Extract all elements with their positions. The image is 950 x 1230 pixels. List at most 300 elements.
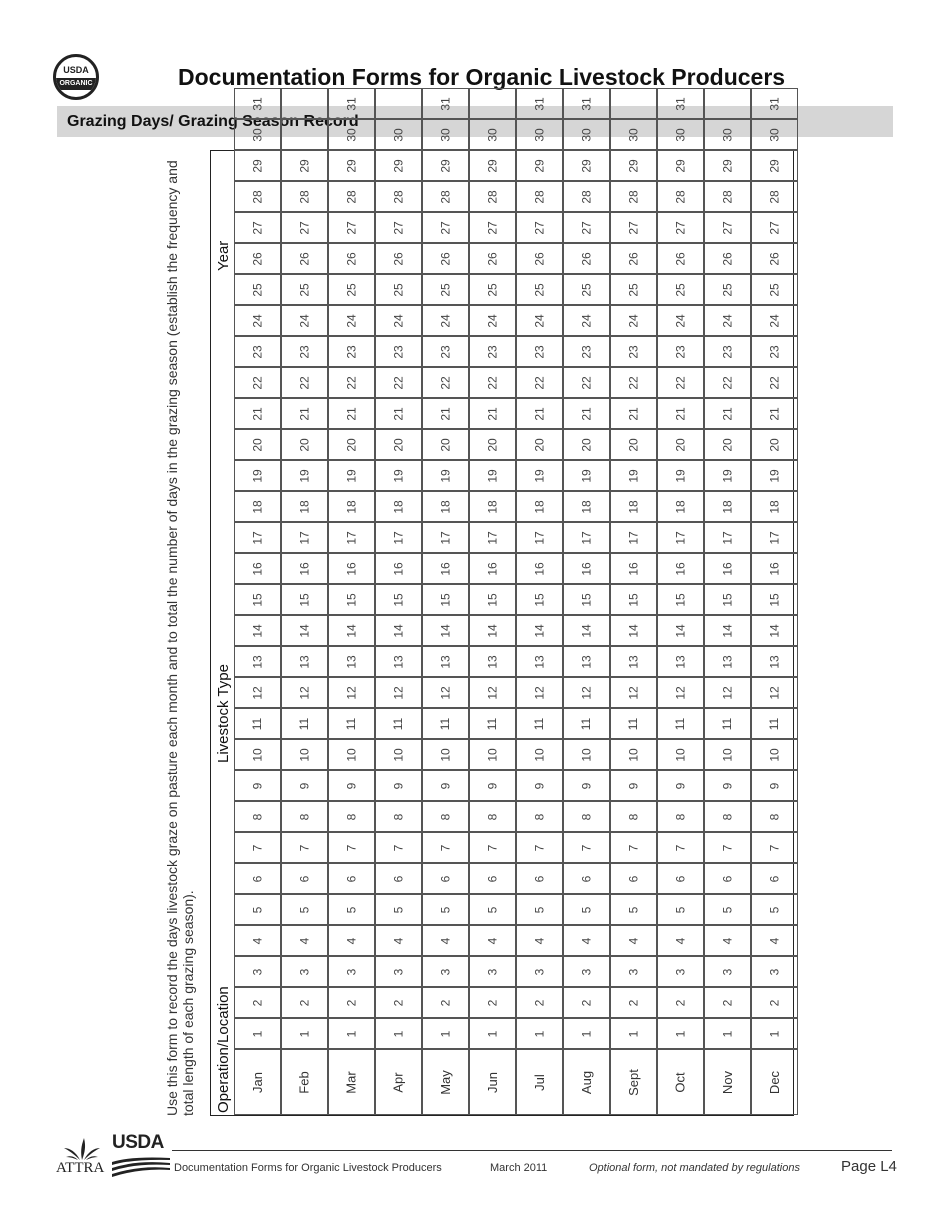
day-cell[interactable] [657,212,704,243]
day-cell[interactable] [563,522,610,553]
day-cell[interactable] [234,584,281,615]
day-cell[interactable] [563,181,610,212]
day-cell[interactable] [234,336,281,367]
day-cell[interactable] [234,119,281,150]
day-cell[interactable] [751,584,798,615]
day-cell[interactable] [516,863,563,894]
day-cell[interactable] [516,956,563,987]
day-cell[interactable] [704,708,751,739]
day-cell[interactable] [469,708,516,739]
day-cell[interactable] [422,584,469,615]
day-cell[interactable] [234,522,281,553]
day-cell[interactable] [375,801,422,832]
day-cell[interactable] [422,708,469,739]
day-cell[interactable] [469,646,516,677]
day-cell[interactable] [563,832,610,863]
day-cell[interactable] [281,181,328,212]
day-cell[interactable] [469,863,516,894]
day-cell[interactable] [751,429,798,460]
day-cell[interactable] [281,894,328,925]
day-cell[interactable] [563,460,610,491]
day-cell[interactable] [234,770,281,801]
day-cell[interactable] [469,677,516,708]
day-cell[interactable] [328,367,375,398]
day-cell[interactable] [469,925,516,956]
day-cell[interactable] [328,987,375,1018]
day-cell[interactable] [375,150,422,181]
day-cell[interactable] [375,305,422,336]
day-cell[interactable] [610,801,657,832]
day-cell[interactable] [328,88,375,119]
day-cell[interactable] [751,305,798,336]
day-cell[interactable] [563,398,610,429]
day-cell[interactable] [610,212,657,243]
day-cell[interactable] [375,987,422,1018]
day-cell[interactable] [328,119,375,150]
day-cell[interactable] [751,522,798,553]
day-cell[interactable] [610,770,657,801]
day-cell[interactable] [422,274,469,305]
day-cell[interactable] [751,274,798,305]
day-cell[interactable] [234,305,281,336]
day-cell[interactable] [516,770,563,801]
day-cell[interactable] [375,553,422,584]
day-cell[interactable] [328,801,375,832]
day-cell[interactable] [281,739,328,770]
day-cell[interactable] [281,863,328,894]
day-cell[interactable] [657,987,704,1018]
day-cell[interactable] [751,243,798,274]
day-cell[interactable] [516,1018,563,1049]
day-cell[interactable] [610,615,657,646]
day-cell[interactable] [751,739,798,770]
day-cell[interactable] [704,925,751,956]
day-cell[interactable] [328,646,375,677]
day-cell[interactable] [375,181,422,212]
day-cell[interactable] [375,460,422,491]
day-cell[interactable] [751,925,798,956]
day-cell[interactable] [516,119,563,150]
day-cell[interactable] [657,1018,704,1049]
day-cell[interactable] [704,739,751,770]
day-cell[interactable] [563,925,610,956]
day-cell[interactable] [422,553,469,584]
day-cell[interactable] [328,770,375,801]
day-cell[interactable] [328,956,375,987]
day-cell[interactable] [516,894,563,925]
day-cell[interactable] [751,863,798,894]
day-cell[interactable] [328,1018,375,1049]
day-cell[interactable] [328,398,375,429]
day-cell[interactable] [422,615,469,646]
day-cell[interactable] [375,677,422,708]
day-cell[interactable] [281,584,328,615]
day-cell[interactable] [610,739,657,770]
day-cell[interactable] [375,336,422,367]
day-cell[interactable] [281,925,328,956]
day-cell[interactable] [234,243,281,274]
day-cell[interactable] [234,646,281,677]
day-cell[interactable] [469,553,516,584]
day-cell[interactable] [563,863,610,894]
day-cell[interactable] [328,305,375,336]
day-cell[interactable] [751,336,798,367]
day-cell[interactable] [704,119,751,150]
day-cell[interactable] [328,243,375,274]
day-cell[interactable] [516,88,563,119]
day-cell[interactable] [751,832,798,863]
day-cell[interactable] [328,615,375,646]
day-cell[interactable] [657,336,704,367]
day-cell[interactable] [234,863,281,894]
day-cell[interactable] [704,212,751,243]
day-cell[interactable] [563,739,610,770]
day-cell[interactable] [657,243,704,274]
day-cell[interactable] [704,863,751,894]
day-cell[interactable] [657,832,704,863]
day-cell[interactable] [657,460,704,491]
day-cell[interactable] [704,305,751,336]
day-cell[interactable] [234,925,281,956]
day-cell[interactable] [610,646,657,677]
day-cell[interactable] [563,88,610,119]
day-cell[interactable] [375,88,422,119]
day-cell[interactable] [469,832,516,863]
day-cell[interactable] [328,708,375,739]
day-cell[interactable] [751,956,798,987]
day-cell[interactable] [516,150,563,181]
day-cell[interactable] [610,336,657,367]
day-cell[interactable] [281,398,328,429]
day-cell[interactable] [751,1018,798,1049]
day-cell[interactable] [375,646,422,677]
day-cell[interactable] [469,398,516,429]
day-cell[interactable] [234,460,281,491]
day-cell[interactable] [422,181,469,212]
day-cell[interactable] [516,336,563,367]
day-cell[interactable] [234,956,281,987]
day-cell[interactable] [516,801,563,832]
day-cell[interactable] [281,708,328,739]
day-cell[interactable] [563,584,610,615]
day-cell[interactable] [281,274,328,305]
day-cell[interactable] [516,832,563,863]
day-cell[interactable] [469,212,516,243]
day-cell[interactable] [516,987,563,1018]
day-cell[interactable] [751,615,798,646]
day-cell[interactable] [610,925,657,956]
day-cell[interactable] [281,212,328,243]
day-cell[interactable] [234,894,281,925]
day-cell[interactable] [704,832,751,863]
day-cell[interactable] [469,274,516,305]
day-cell[interactable] [234,274,281,305]
day-cell[interactable] [704,429,751,460]
day-cell[interactable] [610,274,657,305]
day-cell[interactable] [375,584,422,615]
day-cell[interactable] [657,491,704,522]
day-cell[interactable] [563,615,610,646]
day-cell[interactable] [704,584,751,615]
day-cell[interactable] [469,615,516,646]
day-cell[interactable] [563,646,610,677]
day-cell[interactable] [281,150,328,181]
day-cell[interactable] [375,119,422,150]
day-cell[interactable] [610,398,657,429]
day-cell[interactable] [234,1018,281,1049]
day-cell[interactable] [516,584,563,615]
day-cell[interactable] [657,739,704,770]
day-cell[interactable] [704,646,751,677]
day-cell[interactable] [328,181,375,212]
day-cell[interactable] [375,398,422,429]
day-cell[interactable] [375,708,422,739]
day-cell[interactable] [657,708,704,739]
day-cell[interactable] [281,367,328,398]
day-cell[interactable] [563,336,610,367]
day-cell[interactable] [422,305,469,336]
day-cell[interactable] [657,150,704,181]
day-cell[interactable] [610,150,657,181]
day-cell[interactable] [610,460,657,491]
day-cell[interactable] [328,677,375,708]
day-cell[interactable] [281,305,328,336]
day-cell[interactable] [234,677,281,708]
day-cell[interactable] [422,336,469,367]
day-cell[interactable] [469,305,516,336]
day-cell[interactable] [704,1018,751,1049]
day-cell[interactable] [563,553,610,584]
day-cell[interactable] [469,1018,516,1049]
day-cell[interactable] [422,119,469,150]
day-cell[interactable] [375,770,422,801]
day-cell[interactable] [281,491,328,522]
day-cell[interactable] [234,150,281,181]
day-cell[interactable] [563,894,610,925]
day-cell[interactable] [469,584,516,615]
day-cell[interactable] [751,88,798,119]
day-cell[interactable] [704,336,751,367]
day-cell[interactable] [422,460,469,491]
day-cell[interactable] [234,88,281,119]
day-cell[interactable] [751,553,798,584]
day-cell[interactable] [657,274,704,305]
day-cell[interactable] [610,584,657,615]
day-cell[interactable] [751,646,798,677]
day-cell[interactable] [516,274,563,305]
day-cell[interactable] [375,894,422,925]
day-cell[interactable] [281,677,328,708]
day-cell[interactable] [234,832,281,863]
day-cell[interactable] [328,212,375,243]
day-cell[interactable] [704,88,751,119]
day-cell[interactable] [234,181,281,212]
day-cell[interactable] [657,553,704,584]
day-cell[interactable] [234,398,281,429]
day-cell[interactable] [234,708,281,739]
day-cell[interactable] [563,770,610,801]
day-cell[interactable] [422,925,469,956]
day-cell[interactable] [422,367,469,398]
day-cell[interactable] [751,460,798,491]
day-cell[interactable] [281,522,328,553]
day-cell[interactable] [751,398,798,429]
day-cell[interactable] [610,677,657,708]
day-cell[interactable] [422,243,469,274]
day-cell[interactable] [657,522,704,553]
day-cell[interactable] [281,646,328,677]
day-cell[interactable] [751,367,798,398]
day-cell[interactable] [375,739,422,770]
day-cell[interactable] [422,491,469,522]
day-cell[interactable] [328,429,375,460]
day-cell[interactable] [516,181,563,212]
day-cell[interactable] [516,615,563,646]
day-cell[interactable] [469,460,516,491]
day-cell[interactable] [516,925,563,956]
day-cell[interactable] [422,150,469,181]
day-cell[interactable] [469,119,516,150]
day-cell[interactable] [281,801,328,832]
day-cell[interactable] [469,181,516,212]
day-cell[interactable] [281,987,328,1018]
day-cell[interactable] [610,305,657,336]
day-cell[interactable] [657,770,704,801]
day-cell[interactable] [657,88,704,119]
day-cell[interactable] [422,739,469,770]
day-cell[interactable] [657,646,704,677]
day-cell[interactable] [516,429,563,460]
day-cell[interactable] [610,522,657,553]
day-cell[interactable] [328,150,375,181]
day-cell[interactable] [657,429,704,460]
day-cell[interactable] [375,491,422,522]
day-cell[interactable] [751,677,798,708]
day-cell[interactable] [422,677,469,708]
day-cell[interactable] [563,491,610,522]
day-cell[interactable] [751,150,798,181]
day-cell[interactable] [657,119,704,150]
day-cell[interactable] [704,677,751,708]
day-cell[interactable] [610,181,657,212]
day-cell[interactable] [469,770,516,801]
day-cell[interactable] [422,88,469,119]
day-cell[interactable] [422,522,469,553]
day-cell[interactable] [751,708,798,739]
day-cell[interactable] [422,801,469,832]
day-cell[interactable] [610,553,657,584]
day-cell[interactable] [234,212,281,243]
day-cell[interactable] [469,801,516,832]
day-cell[interactable] [563,119,610,150]
day-cell[interactable] [469,491,516,522]
day-cell[interactable] [563,274,610,305]
day-cell[interactable] [751,212,798,243]
day-cell[interactable] [657,305,704,336]
day-cell[interactable] [657,181,704,212]
day-cell[interactable] [563,956,610,987]
day-cell[interactable] [610,119,657,150]
day-cell[interactable] [328,460,375,491]
day-cell[interactable] [610,1018,657,1049]
day-cell[interactable] [516,305,563,336]
day-cell[interactable] [704,243,751,274]
day-cell[interactable] [234,739,281,770]
day-cell[interactable] [234,491,281,522]
day-cell[interactable] [281,460,328,491]
day-cell[interactable] [751,491,798,522]
day-cell[interactable] [704,181,751,212]
day-cell[interactable] [610,863,657,894]
day-cell[interactable] [563,243,610,274]
day-cell[interactable] [281,553,328,584]
day-cell[interactable] [704,491,751,522]
day-cell[interactable] [610,956,657,987]
day-cell[interactable] [469,956,516,987]
day-cell[interactable] [563,429,610,460]
day-cell[interactable] [422,398,469,429]
day-cell[interactable] [704,987,751,1018]
day-cell[interactable] [610,987,657,1018]
day-cell[interactable] [751,801,798,832]
day-cell[interactable] [281,243,328,274]
day-cell[interactable] [516,491,563,522]
day-cell[interactable] [469,367,516,398]
day-cell[interactable] [610,832,657,863]
day-cell[interactable] [516,553,563,584]
day-cell[interactable] [704,460,751,491]
day-cell[interactable] [422,987,469,1018]
day-cell[interactable] [704,615,751,646]
day-cell[interactable] [422,956,469,987]
day-cell[interactable] [375,615,422,646]
day-cell[interactable] [657,398,704,429]
day-cell[interactable] [422,894,469,925]
day-cell[interactable] [610,367,657,398]
day-cell[interactable] [610,491,657,522]
day-cell[interactable] [516,460,563,491]
day-cell[interactable] [516,739,563,770]
day-cell[interactable] [516,398,563,429]
day-cell[interactable] [375,863,422,894]
day-cell[interactable] [422,770,469,801]
day-cell[interactable] [281,88,328,119]
day-cell[interactable] [469,336,516,367]
day-cell[interactable] [328,832,375,863]
day-cell[interactable] [234,429,281,460]
day-cell[interactable] [704,522,751,553]
day-cell[interactable] [469,894,516,925]
day-cell[interactable] [234,987,281,1018]
day-cell[interactable] [375,1018,422,1049]
day-cell[interactable] [563,1018,610,1049]
day-cell[interactable] [516,212,563,243]
day-cell[interactable] [516,367,563,398]
day-cell[interactable] [281,336,328,367]
day-cell[interactable] [281,770,328,801]
day-cell[interactable] [422,1018,469,1049]
day-cell[interactable] [610,429,657,460]
day-cell[interactable] [328,491,375,522]
day-cell[interactable] [422,646,469,677]
day-cell[interactable] [328,925,375,956]
day-cell[interactable] [281,1018,328,1049]
day-cell[interactable] [375,243,422,274]
day-cell[interactable] [657,801,704,832]
day-cell[interactable] [375,832,422,863]
day-cell[interactable] [281,832,328,863]
day-cell[interactable] [422,863,469,894]
